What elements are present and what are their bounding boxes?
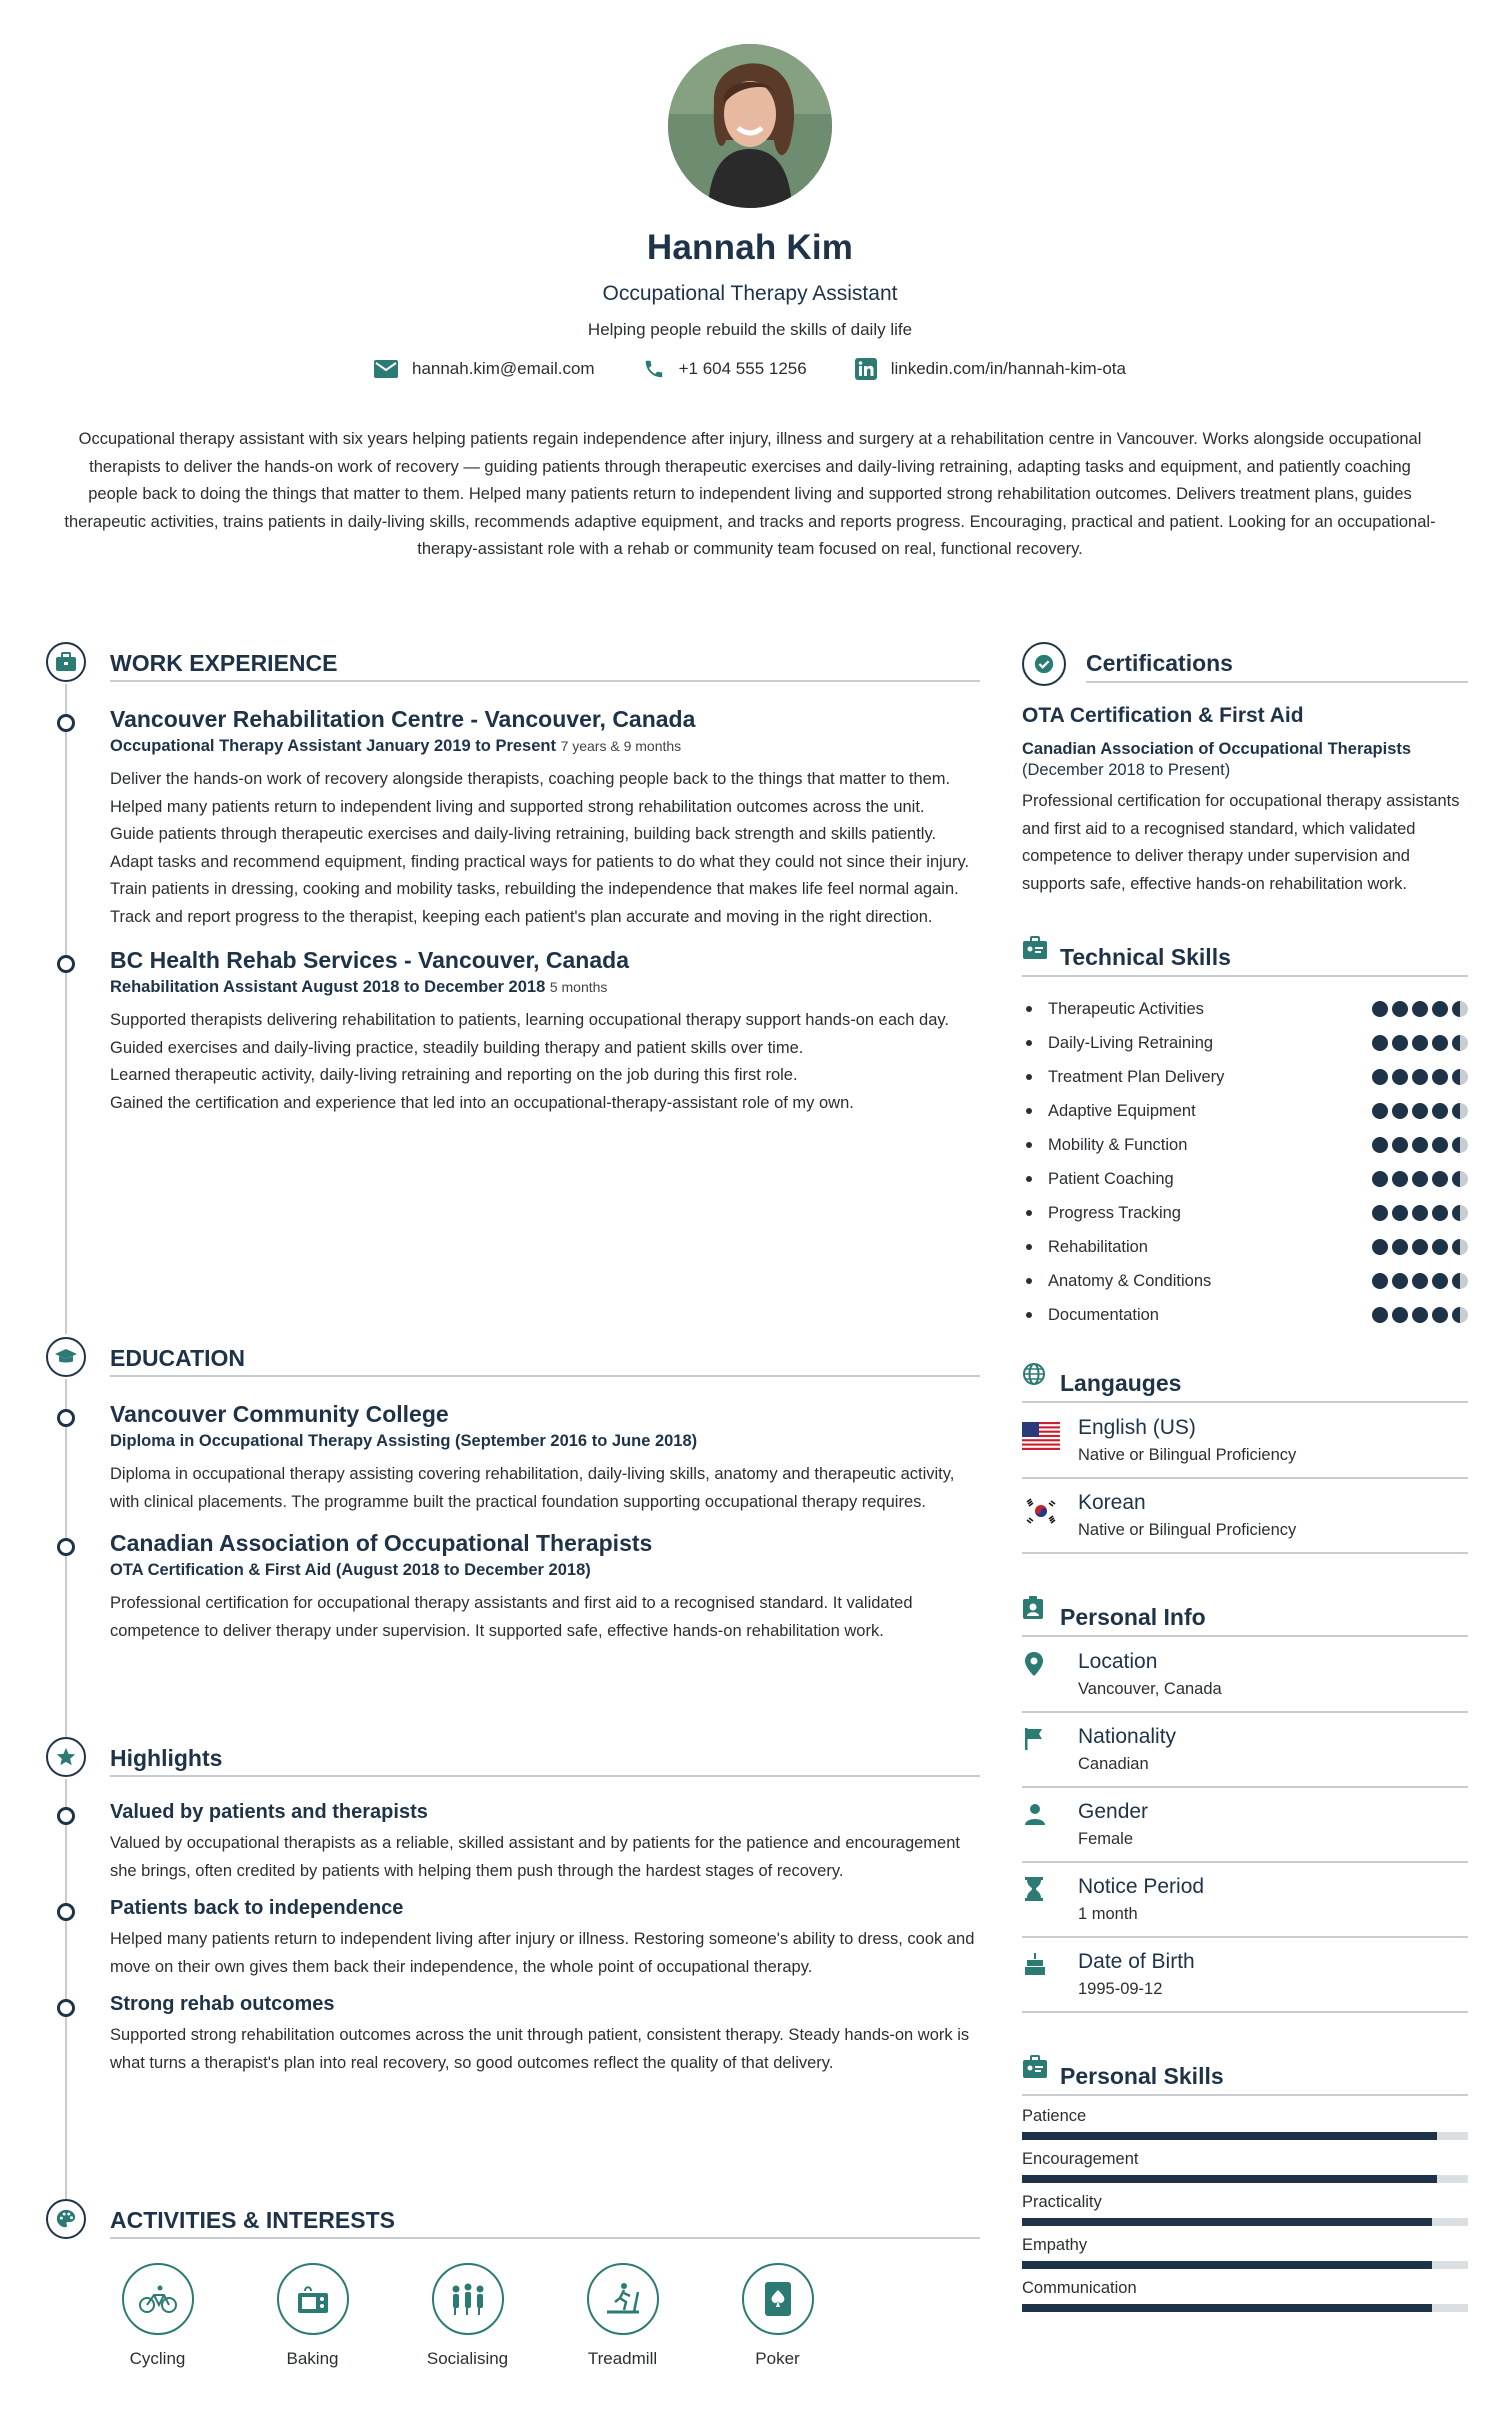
bullet-dot	[1026, 1142, 1032, 1148]
school-name: Canadian Association of Occupational Therapists	[110, 1530, 653, 1556]
candidate-title: Occupational Therapy Assistant	[602, 282, 898, 305]
id-badge-icon	[1022, 936, 1048, 965]
certification-title: OTA Certification & First Aid	[1022, 704, 1304, 727]
personal-info-item	[1022, 1788, 1468, 1863]
rating-dot	[1372, 1035, 1388, 1051]
job-company: Vancouver Rehabilitation Centre - Vancouver, Canada	[110, 706, 696, 732]
technical-skill-item	[1022, 1060, 1468, 1094]
rating-dot	[1432, 1307, 1448, 1323]
treadmill-icon	[587, 2263, 659, 2335]
cake-icon	[1024, 1952, 1046, 1981]
timeline-dot	[57, 1538, 75, 1556]
personal-skill-item	[1022, 2236, 1468, 2269]
rating-dot	[1432, 1273, 1448, 1289]
language-item	[1022, 1404, 1468, 1479]
job-bullets	[110, 1007, 980, 1117]
personal-skill-name: Empathy	[1022, 2236, 1088, 2254]
rating-dot	[1392, 1001, 1408, 1017]
technical-skill-name: Patient Coaching	[1048, 1169, 1174, 1188]
timeline-dot	[57, 1409, 75, 1427]
rating-dot	[1412, 1239, 1428, 1255]
personal-skill-name: Encouragement	[1022, 2150, 1139, 2168]
personal-info-label: Gender	[1078, 1800, 1149, 1823]
job-bullet: Track and report progress to the therapist, keeping each patient's plan accurate and moving in the right direction.	[110, 907, 933, 926]
activity-item	[80, 2263, 235, 2369]
personal-info-value: Canadian	[1078, 1755, 1149, 1773]
activity-item	[545, 2263, 700, 2369]
rating-dot	[1372, 1103, 1388, 1119]
linkedin-text[interactable]: linkedin.com/in/hannah-kim-ota	[890, 359, 1126, 378]
skill-bar-fill	[1022, 2304, 1432, 2312]
technical-skill-item	[1022, 1298, 1468, 1332]
degree-text: Diploma in Occupational Therapy Assisting	[110, 1432, 451, 1450]
skill-rating	[1372, 1239, 1468, 1255]
highlights-section	[40, 1735, 980, 2197]
section-title: Personal Skills	[1060, 2063, 1224, 2089]
job-duration: 5 months	[549, 979, 608, 995]
skill-bar-track	[1022, 2218, 1468, 2226]
section-divider	[110, 1375, 980, 1377]
degree-dates: (August 2018 to December 2018)	[335, 1561, 591, 1579]
technical-skills-list	[1022, 992, 1468, 1332]
activity-label: Baking	[286, 2349, 339, 2368]
contact-email[interactable]	[374, 359, 595, 379]
rating-dot	[1392, 1069, 1408, 1085]
technical-skill-item	[1022, 1026, 1468, 1060]
section-divider	[1022, 2094, 1468, 2096]
technical-skill-name: Daily-Living Retraining	[1048, 1033, 1214, 1052]
rating-dot	[1372, 1069, 1388, 1085]
timeline-dot	[57, 955, 75, 973]
job-bullet: Deliver the hands-on work of recovery alongside therapists, coaching people back to the things that matter to them.	[110, 770, 951, 788]
phone-icon	[643, 358, 665, 380]
activity-label: Cycling	[129, 2349, 186, 2368]
personal-info-section	[1022, 1594, 1468, 2013]
section-divider	[110, 1775, 980, 1777]
hourglass-icon	[1024, 1877, 1044, 1906]
personal-skill-item	[1022, 2107, 1468, 2140]
job-duration: 7 years & 9 months	[560, 738, 682, 754]
section-title: ACTIVITIES & INTERESTS	[110, 2207, 395, 2233]
technical-skill-item	[1022, 1230, 1468, 1264]
rating-dot	[1392, 1171, 1408, 1187]
section-title: WORK EXPERIENCE	[110, 650, 338, 676]
highlight-entry	[40, 1897, 980, 1981]
technical-skill-item	[1022, 992, 1468, 1026]
bullet-dot	[1026, 1278, 1032, 1284]
certifications-section	[1022, 640, 1468, 898]
bullet-dot	[1026, 1006, 1032, 1012]
contact-row	[0, 358, 1500, 380]
bullet-dot	[1026, 1176, 1032, 1182]
timeline-dot	[57, 1903, 75, 1921]
job-bullet: Adapt tasks and recommend equipment, finding practical ways for patients to do what they could not since their injury.	[110, 852, 970, 871]
id-badge-icon	[1022, 2055, 1048, 2084]
personal-skill-name: Practicality	[1022, 2193, 1102, 2211]
personal-info-item	[1022, 1938, 1468, 2013]
job-bullet: Guide patients through therapeutic exercises and daily-living retraining, building back strength and skills patiently.	[110, 825, 937, 843]
technical-skill-name: Treatment Plan Delivery	[1048, 1067, 1225, 1086]
technical-skill-item	[1022, 1128, 1468, 1162]
timeline-dot	[57, 1807, 75, 1825]
section-title: Technical Skills	[1060, 944, 1231, 970]
technical-skill-name: Progress Tracking	[1048, 1203, 1181, 1222]
job-bullet: Helped many patients return to independent living and supported strong rehabilitation outcomes across the unit.	[110, 797, 925, 816]
language-name: Korean	[1078, 1491, 1146, 1514]
badge-check-icon	[1022, 642, 1066, 686]
job-entry	[40, 706, 980, 931]
language-name: English (US)	[1078, 1416, 1196, 1439]
rating-dot	[1452, 1171, 1468, 1187]
personal-info-value: 1 month	[1078, 1905, 1138, 1923]
technical-skill-name: Documentation	[1048, 1305, 1159, 1324]
rating-dot	[1412, 1103, 1428, 1119]
certification-description: Professional certification for occupational therapy assistants and first aid to a recognised standard, which validated competence to deliver therapy under supervision and supports safe, effective hands-on rehabilitation work.	[1022, 792, 1460, 893]
activity-item	[390, 2263, 545, 2369]
skill-bar-track	[1022, 2304, 1468, 2312]
job-bullet: Gained the certification and experience that led into an occupational-therapy-assistant role of my own.	[110, 1093, 854, 1112]
technical-skill-name: Mobility & Function	[1048, 1135, 1188, 1154]
activities-list	[40, 2263, 980, 2369]
person-icon	[1024, 1802, 1046, 1831]
bullet-dot	[1026, 1210, 1032, 1216]
skill-bar-track	[1022, 2261, 1468, 2269]
rating-dot	[1412, 1035, 1428, 1051]
highlight-entry	[40, 1801, 980, 1885]
job-bullets	[110, 766, 980, 931]
personal-skill-item	[1022, 2150, 1468, 2183]
email-icon	[374, 360, 398, 378]
bullet-dot	[1026, 1074, 1032, 1080]
job-role-text: Occupational Therapy Assistant January 2019 to Present	[110, 737, 556, 755]
rating-dot	[1432, 1137, 1448, 1153]
school-name: Vancouver Community College	[110, 1401, 449, 1427]
star-badge-icon	[46, 1737, 86, 1777]
personal-info-value: Vancouver, Canada	[1078, 1680, 1222, 1698]
skill-rating	[1372, 1001, 1468, 1017]
degree-dates: (September 2016 to June 2018)	[455, 1432, 698, 1450]
playing-card-icon	[742, 2263, 814, 2335]
activities-section	[40, 2197, 980, 2369]
certification-issuer: Canadian Association of Occupational Therapists	[1022, 740, 1412, 758]
skill-rating	[1372, 1137, 1468, 1153]
rating-dot	[1372, 1205, 1388, 1221]
activity-item	[700, 2263, 855, 2369]
technical-skill-item	[1022, 1264, 1468, 1298]
activity-item	[235, 2263, 390, 2369]
section-divider	[110, 2237, 980, 2239]
personal-info-item	[1022, 1713, 1468, 1788]
skill-bar-track	[1022, 2132, 1468, 2140]
rating-dot	[1412, 1307, 1428, 1323]
rating-dot	[1372, 1273, 1388, 1289]
rating-dot	[1392, 1273, 1408, 1289]
rating-dot	[1392, 1137, 1408, 1153]
job-entry	[40, 947, 980, 1117]
highlight-title: Strong rehab outcomes	[110, 1993, 335, 2015]
contact-card-icon	[1022, 1596, 1044, 1625]
section-title: Certifications	[1086, 650, 1233, 676]
activity-label: Poker	[755, 2349, 800, 2368]
activity-label: Treadmill	[587, 2349, 658, 2368]
technical-skill-name: Rehabilitation	[1048, 1237, 1148, 1256]
section-title: Highlights	[110, 1745, 223, 1771]
contact-phone[interactable]	[643, 358, 807, 380]
rating-dot	[1412, 1137, 1428, 1153]
highlight-entry	[40, 1993, 980, 2077]
skill-rating	[1372, 1069, 1468, 1085]
section-divider	[1022, 975, 1468, 977]
email-text[interactable]: hannah.kim@email.com	[411, 359, 595, 378]
degree-line	[110, 1561, 980, 1580]
rating-dot	[1392, 1239, 1408, 1255]
personal-skills-list	[1022, 2107, 1468, 2312]
candidate-tagline: Helping people rebuild the skills of daily life	[587, 320, 913, 339]
phone-text[interactable]: +1 604 555 1256	[678, 359, 807, 378]
timeline-dot	[57, 1999, 75, 2017]
technical-skills-section	[1022, 934, 1468, 1332]
education-section	[40, 1335, 980, 1735]
rating-dot	[1432, 1035, 1448, 1051]
rating-dot	[1412, 1069, 1428, 1085]
rating-dot	[1372, 1137, 1388, 1153]
left-column	[40, 640, 980, 2369]
contact-linkedin[interactable]	[855, 358, 1126, 380]
languages-section	[1022, 1360, 1468, 1554]
skill-rating	[1372, 1103, 1468, 1119]
rating-dot	[1432, 1069, 1448, 1085]
section-title: Personal Info	[1060, 1604, 1206, 1630]
personal-info-value: 1995-09-12	[1078, 1980, 1163, 1998]
personal-info-label: Notice Period	[1078, 1875, 1205, 1898]
rating-dot	[1432, 1239, 1448, 1255]
rating-dot	[1392, 1035, 1408, 1051]
resume-header	[0, 44, 1500, 380]
highlight-description: Supported strong rehabilitation outcomes across the unit through patient, consistent therapy. Steady hands-on work is what turns a therapist's plan into real recovery, so good outcomes reflect the quality of that delivery.	[110, 2026, 970, 2072]
section-title: EDUCATION	[110, 1345, 246, 1371]
education-description: Professional certification for occupational therapy assistants and first aid to a recognised standard. It validated competence to deliver therapy under supervision. It supported safe, effective hands-on rehabilitation work.	[110, 1594, 913, 1640]
rating-dot	[1412, 1171, 1428, 1187]
rating-dot	[1432, 1205, 1448, 1221]
skill-rating	[1372, 1035, 1468, 1051]
personal-info-item	[1022, 1863, 1468, 1938]
rating-dot	[1452, 1069, 1468, 1085]
rating-dot	[1412, 1205, 1428, 1221]
technical-skill-name: Therapeutic Activities	[1048, 999, 1204, 1018]
job-bullet: Guided exercises and daily-living practice, steadily building therapy and patient skills over time.	[110, 1038, 804, 1057]
degree-text: OTA Certification & First Aid	[110, 1561, 332, 1579]
skill-bar-fill	[1022, 2175, 1437, 2183]
technical-skill-name: Adaptive Equipment	[1048, 1101, 1196, 1120]
language-level: Native or Bilingual Proficiency	[1078, 1446, 1297, 1464]
technical-skill-name: Anatomy & Conditions	[1048, 1271, 1212, 1290]
bullet-dot	[1026, 1312, 1032, 1318]
rating-dot	[1452, 1001, 1468, 1017]
highlight-title: Valued by patients and therapists	[110, 1801, 428, 1823]
section-divider	[1086, 681, 1468, 683]
job-role-text: Rehabilitation Assistant August 2018 to December 2018	[110, 978, 546, 996]
rating-dot	[1412, 1273, 1428, 1289]
right-column	[1022, 640, 1468, 2312]
rating-dot	[1392, 1205, 1408, 1221]
palette-icon	[46, 2199, 86, 2239]
personal-info-value: Female	[1078, 1830, 1134, 1848]
language-item	[1022, 1479, 1468, 1554]
education-entry	[40, 1401, 980, 1516]
timeline-dot	[57, 714, 75, 732]
personal-skill-item	[1022, 2193, 1468, 2226]
rating-dot	[1392, 1103, 1408, 1119]
personal-info-item	[1022, 1638, 1468, 1713]
avatar	[668, 44, 832, 208]
personal-info-label: Nationality	[1078, 1725, 1177, 1748]
rating-dot	[1432, 1171, 1448, 1187]
skill-bar-fill	[1022, 2132, 1437, 2140]
section-divider	[1022, 1401, 1468, 1403]
korea-flag-icon	[1022, 1497, 1060, 1530]
bullet-dot	[1026, 1244, 1032, 1250]
language-level: Native or Bilingual Proficiency	[1078, 1521, 1297, 1539]
rating-dot	[1372, 1307, 1388, 1323]
rating-dot	[1452, 1205, 1468, 1221]
candidate-name: Hannah Kim	[646, 228, 854, 267]
section-divider	[1022, 1635, 1468, 1637]
job-bullet: Learned therapeutic activity, daily-living retraining and reporting on the job during this first role.	[110, 1066, 798, 1084]
highlight-title: Patients back to independence	[110, 1897, 404, 1919]
skill-rating	[1372, 1273, 1468, 1289]
location-pin-icon	[1024, 1652, 1044, 1681]
people-icon	[432, 2263, 504, 2335]
job-bullet: Train patients in dressing, cooking and mobility tasks, rebuilding the independence that makes life feel normal again.	[110, 880, 959, 898]
rating-dot	[1392, 1307, 1408, 1323]
flag-icon	[1024, 1727, 1044, 1756]
work-experience-section	[40, 640, 980, 1335]
rating-dot	[1452, 1137, 1468, 1153]
rating-dot	[1452, 1239, 1468, 1255]
section-divider	[110, 680, 980, 682]
skill-bar-fill	[1022, 2261, 1432, 2269]
us-flag-icon	[1022, 1422, 1060, 1455]
job-role	[110, 978, 980, 997]
rating-dot	[1412, 1001, 1428, 1017]
bullet-dot	[1026, 1108, 1032, 1114]
skill-rating	[1372, 1205, 1468, 1221]
personal-info-label: Location	[1078, 1650, 1158, 1673]
professional-summary: Occupational therapy assistant with six years helping patients regain independence after injury, illness and surgery at a rehabilitation centre in Vancouver. Works alongside occupational therapists to deliver the hands-on work of recovery — guiding patients through therapeutic exercises and daily-living retraining, adapting tasks and equipment, and patiently coaching people back to doing the things that matter to them. Helped many patients return to independent living and supported strong rehabilitation outcomes. Delivers treatment plans, guides therapeutic activities, trains patients in daily-living skills, recommends adaptive equipment, and tracks and reports progress. Encouraging, practical and patient. Looking for an occupational-therapy-assistant role with a rehab or community team focused on real, functional recovery.	[64, 430, 1436, 558]
briefcase-icon	[46, 642, 86, 682]
skill-rating	[1372, 1307, 1468, 1323]
rating-dot	[1452, 1307, 1468, 1323]
job-bullet: Supported therapists delivering rehabilitation to patients, learning occupational therapy support hands-on each day.	[110, 1011, 949, 1029]
personal-info-label: Date of Birth	[1078, 1950, 1195, 1973]
personal-skill-item	[1022, 2279, 1468, 2312]
rating-dot	[1452, 1035, 1468, 1051]
education-description: Diploma in occupational therapy assisting covering rehabilitation, daily-living skills, anatomy and therapeutic activity, with clinical placements. The programme built the practical foundation supporting occupational therapy requires.	[110, 1465, 955, 1511]
rating-dot	[1452, 1103, 1468, 1119]
highlight-description: Helped many patients return to independent living after injury or illness. Restoring someone's ability to dress, cook and move on their own gives them back their independence, the whole point of occupational therapy.	[110, 1930, 975, 1976]
degree-line	[110, 1432, 980, 1451]
certification-dates: (December 2018 to Present)	[1022, 761, 1231, 779]
personal-skills-section	[1022, 2053, 1468, 2312]
bullet-dot	[1026, 1040, 1032, 1046]
skill-bar-track	[1022, 2175, 1468, 2183]
activity-label: Socialising	[426, 2349, 509, 2368]
technical-skill-item	[1022, 1094, 1468, 1128]
section-title: Langauges	[1060, 1370, 1182, 1396]
rating-dot	[1372, 1001, 1388, 1017]
rating-dot	[1432, 1103, 1448, 1119]
baking-icon	[277, 2263, 349, 2335]
technical-skill-item	[1022, 1162, 1468, 1196]
highlight-description: Valued by occupational therapists as a reliable, skilled assistant and by patients for the patience and encouragement she brings, often credited by patients with helping them push through the hardest stages of recovery.	[110, 1834, 960, 1880]
personal-skill-name: Communication	[1022, 2279, 1137, 2297]
job-role	[110, 737, 980, 756]
rating-dot	[1432, 1001, 1448, 1017]
skill-rating	[1372, 1171, 1468, 1187]
rating-dot	[1372, 1239, 1388, 1255]
job-company: BC Health Rehab Services - Vancouver, Canada	[110, 947, 629, 973]
rating-dot	[1372, 1171, 1388, 1187]
technical-skill-item	[1022, 1196, 1468, 1230]
personal-skill-name: Patience	[1022, 2107, 1087, 2125]
globe-icon	[1022, 1362, 1046, 1391]
linkedin-icon	[855, 358, 877, 380]
graduation-cap-icon	[46, 1337, 86, 1377]
rating-dot	[1452, 1273, 1468, 1289]
bicycle-icon	[122, 2263, 194, 2335]
education-entry	[40, 1530, 980, 1645]
skill-bar-fill	[1022, 2218, 1432, 2226]
